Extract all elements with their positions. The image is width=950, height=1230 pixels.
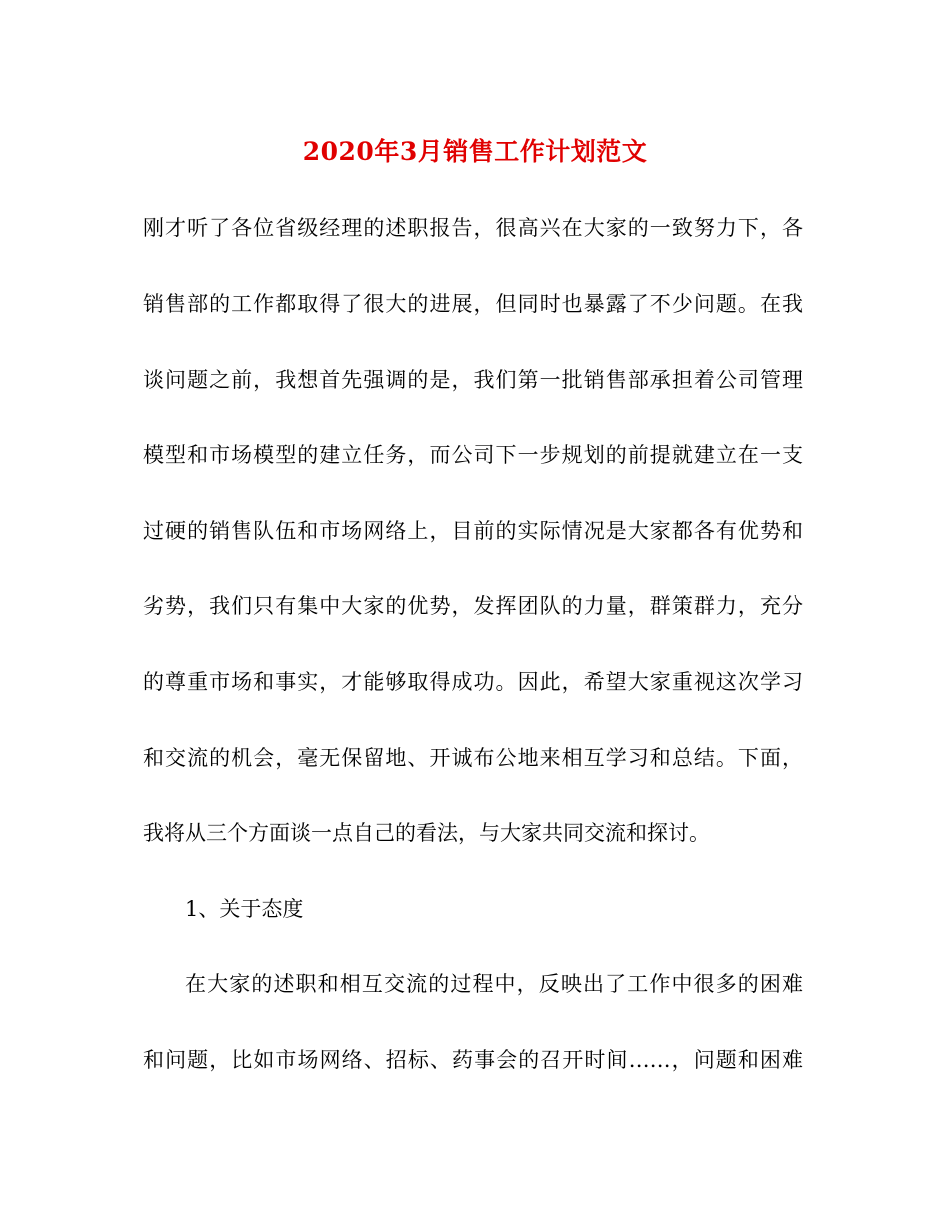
paragraph-line: 模型和市场模型的建立任务，而公司下一步规划的前提就建立在一支 (143, 443, 803, 467)
paragraph-line: 刚才听了各位省级经理的述职报告，很高兴在大家的一致努力下，各 (143, 216, 803, 240)
paragraph-line: 和问题，比如市场网络、招标、药事会的召开时间……，问题和困难 (143, 1048, 803, 1072)
document-title: 2020年3月销售工作计划范文 (302, 137, 648, 166)
paragraph-line: 的尊重市场和事实，才能够取得成功。因此，希望大家重视这次学习 (143, 670, 803, 694)
paragraph-line: 过硬的销售队伍和市场网络上，目前的实际情况是大家都各有优势和 (143, 519, 803, 543)
section-heading: 1、关于态度 (185, 897, 304, 921)
paragraph-line: 我将从三个方面谈一点自己的看法，与大家共同交流和探讨。 (143, 821, 710, 845)
paragraph-line: 谈问题之前，我想首先强调的是，我们第一批销售部承担着公司管理 (143, 368, 803, 392)
paragraph-line: 销售部的工作都取得了很大的进展，但同时也暴露了不少问题。在我 (143, 292, 803, 316)
paragraph-line: 和交流的机会，毫无保留地、开诚布公地来相互学习和总结。下面， (143, 746, 803, 770)
paragraph-line: 劣势，我们只有集中大家的优势，发挥团队的力量，群策群力，充分 (143, 594, 803, 618)
paragraph-line: 在大家的述职和相互交流的过程中，反映出了工作中很多的困难 (185, 972, 803, 996)
